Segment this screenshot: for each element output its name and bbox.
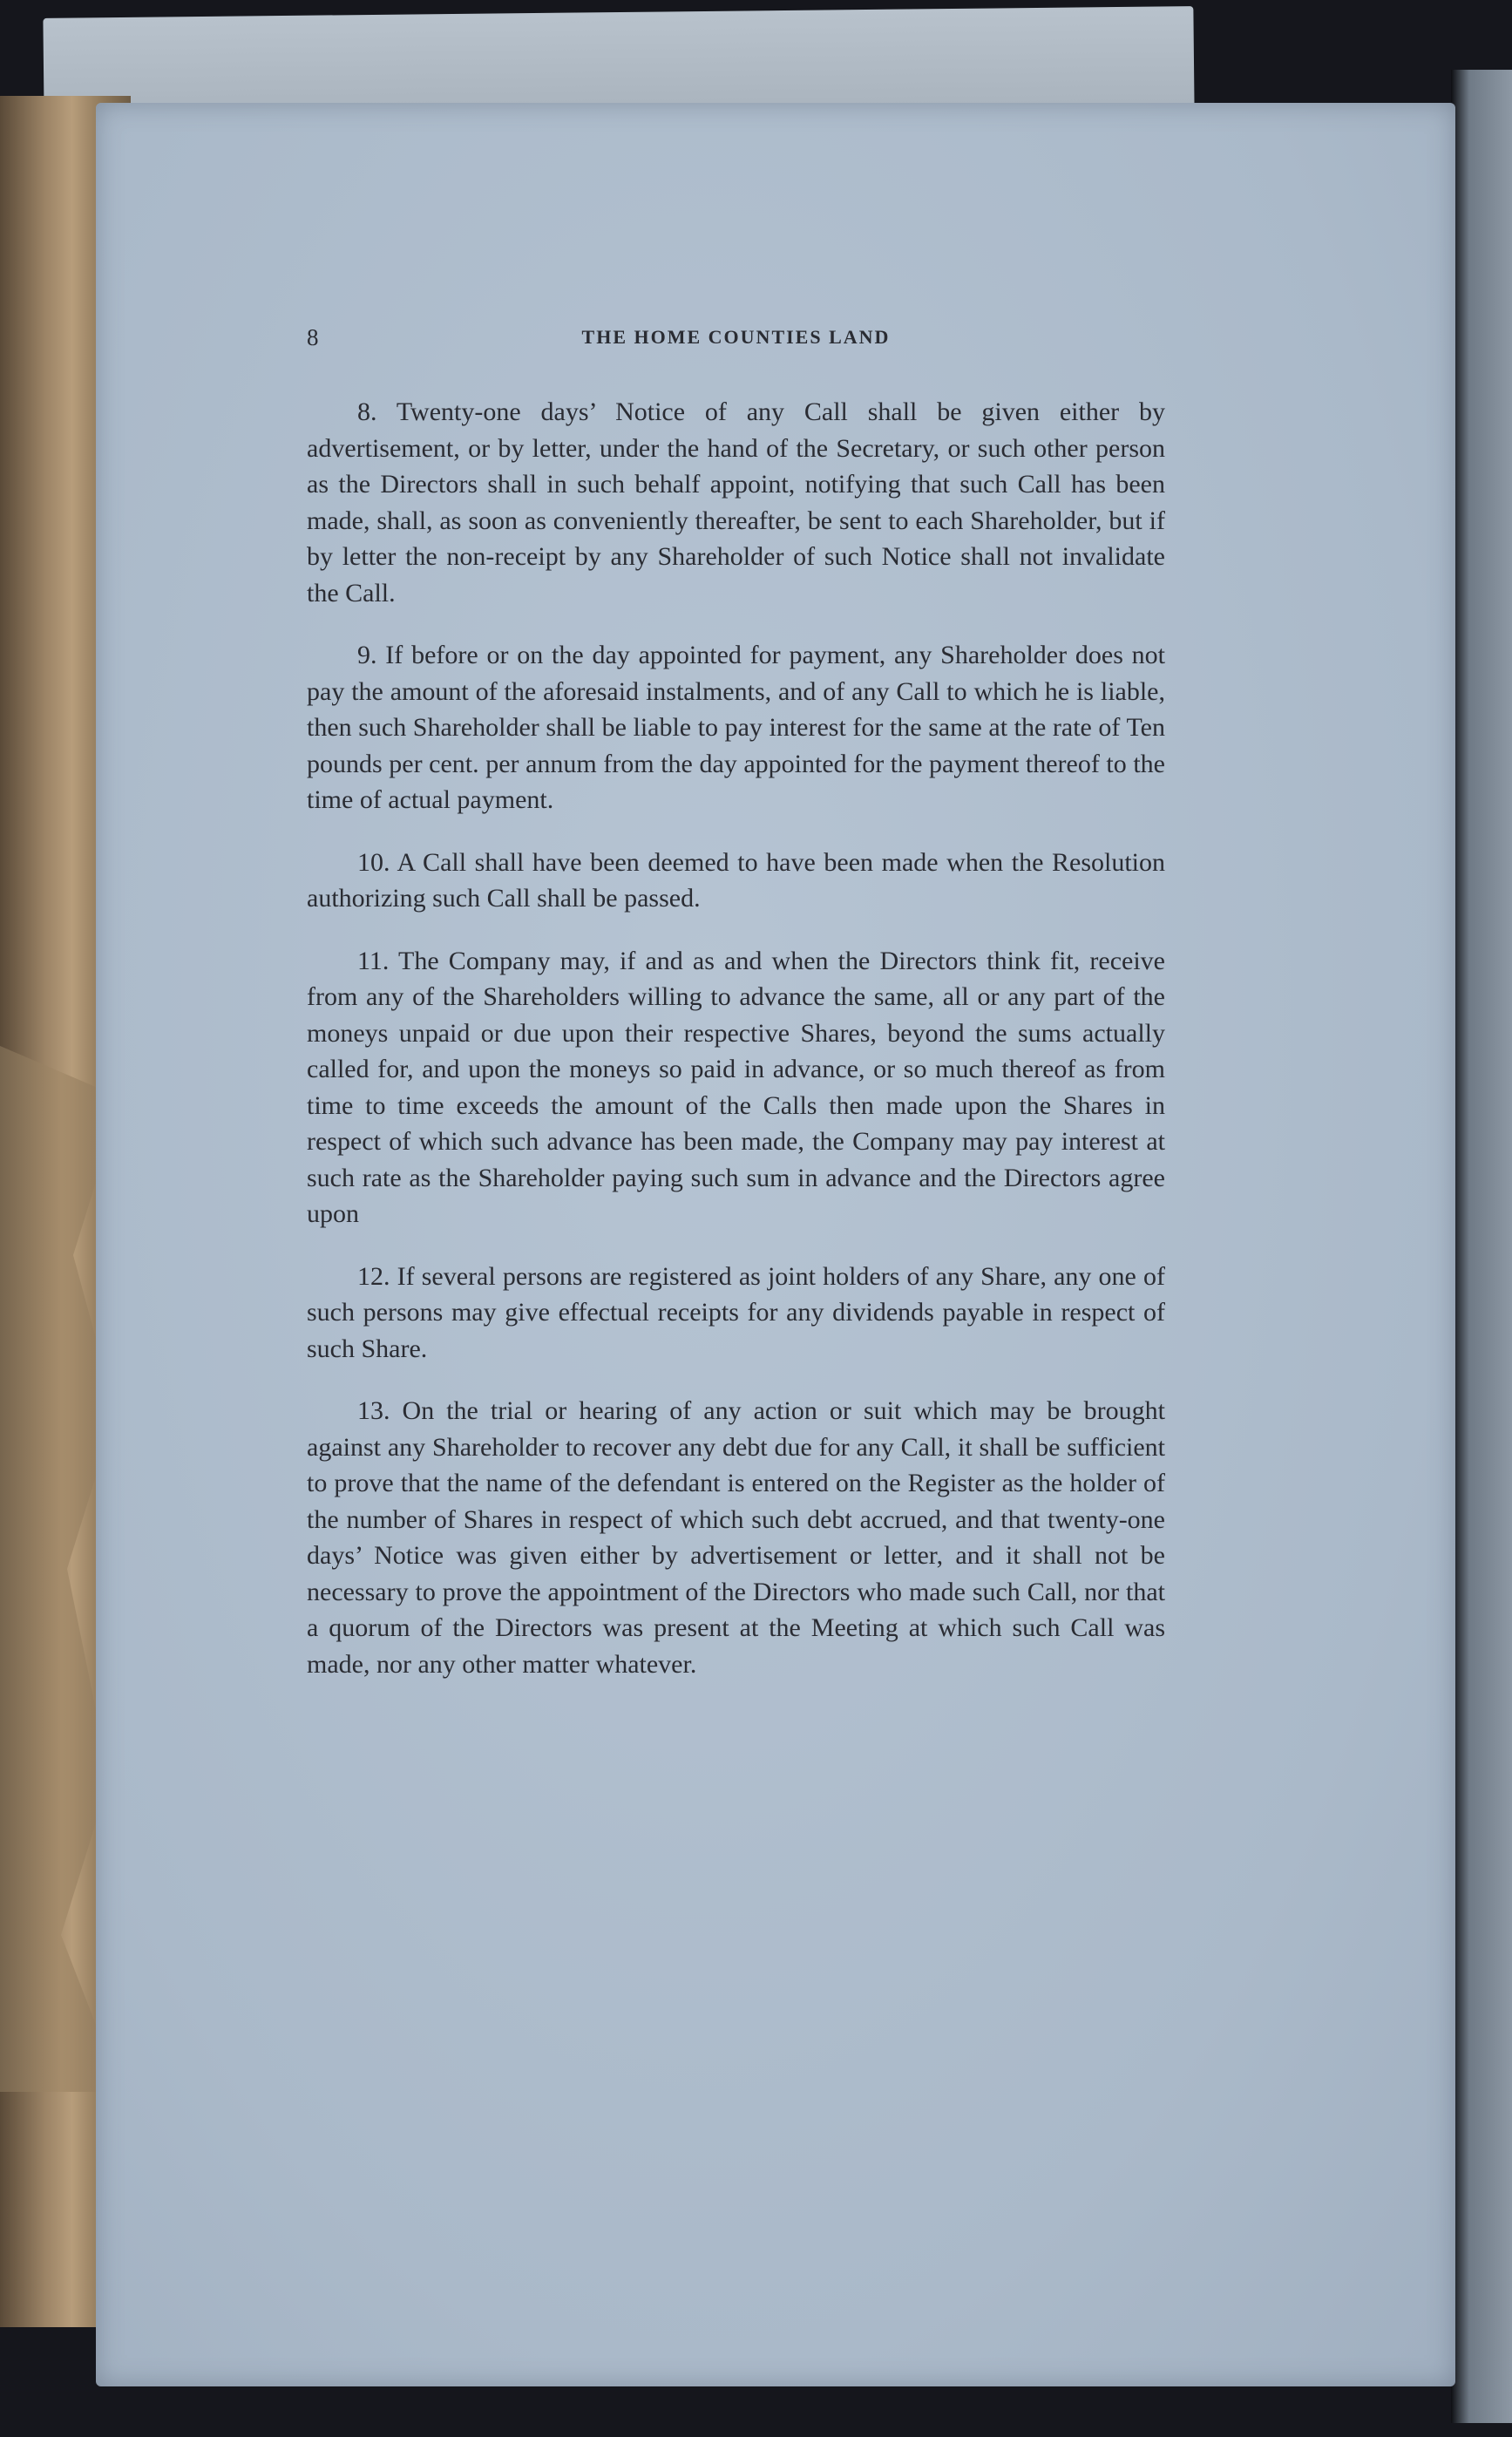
paragraph-number: 11. [357, 946, 390, 975]
paragraph-9 [307, 637, 1165, 818]
running-head: THE HOME COUNTIES LAND [581, 326, 891, 348]
paragraph-12 [307, 1259, 1165, 1368]
paragraph-text: The Company may, if and as and when the Directors think fit, receive from any of the Shareholders willing to advance the same, all or any part of the moneys unpaid or due upon their respective Shares, beyond the sums actually called for, and upon the moneys so paid in advance, or so much thereof as from time to time exceeds the amount of the Calls then made upon the Shares in respect of which such advance has been made, the Company may pay interest at such rate as the Shareholder paying such sum in advance and the Directors agree upon [307, 946, 1165, 1228]
paragraph-number: 9. [357, 641, 377, 669]
page-header [307, 324, 1165, 377]
paragraph-8 [307, 394, 1165, 611]
paragraph-number: 10. [357, 847, 390, 877]
paragraph-text: Twenty-one days’ Notice of any Call shall be given either by advertisement, or by letter, under the hand of the Secretary, or such other person as the Directors shall in such behalf appoint, notifying that such Call has been made, shall, as soon as conveniently thereafter, be sent to each Shareholder, but if by letter the non-receipt by any Shareholder of such Notice shall not invalidate the Call. [307, 397, 1165, 608]
paragraph-number: 8. [357, 397, 377, 426]
paragraph-number: 12. [357, 1261, 390, 1291]
adjacent-page-edge [1451, 70, 1512, 2423]
paragraph-10 [307, 845, 1165, 917]
page-number: 8 [307, 324, 319, 350]
paragraph-text: If before or on the day appointed for payment, any Shareholder does not pay the amount of the aforesaid instalments, and of any Call to which he is liable, then such Shareholder shall be liable to pay interest for the same at the rate of Ten pounds per cent. per annum from the day appointed for the payment thereof to the time of actual payment. [307, 641, 1166, 814]
paragraph-text: A Call shall have been deemed to have been made when the Resolution authorizing such Call shall be passed. [307, 847, 1165, 913]
paragraph-13 [307, 1393, 1165, 1682]
paragraph-text: On the trial or hearing of any action or suit which may be brought against any Shareholder to recover any debt due for any Call, it shall be sufficient to prove that the name of the defendant is entered on the Register as the holder of the number of Shares in respect of which such debt accrued, and that twenty-one days’ Notice was given either by advertisement or letter, and it shall not be necessary to prove the appointment of the Directors who made such Call, nor that a quorum of the Directors was present at the Meeting at which such Call was made, nor any other matter whatever. [307, 1396, 1165, 1679]
paragraph-11 [307, 943, 1165, 1232]
paragraph-number: 13. [357, 1396, 390, 1425]
page-text-block [307, 324, 1165, 1708]
paragraph-text: If several persons are registered as joint holders of any Share, any one of such persons may give effectual receipts for any dividends payable in respect of such Share. [307, 1261, 1165, 1363]
